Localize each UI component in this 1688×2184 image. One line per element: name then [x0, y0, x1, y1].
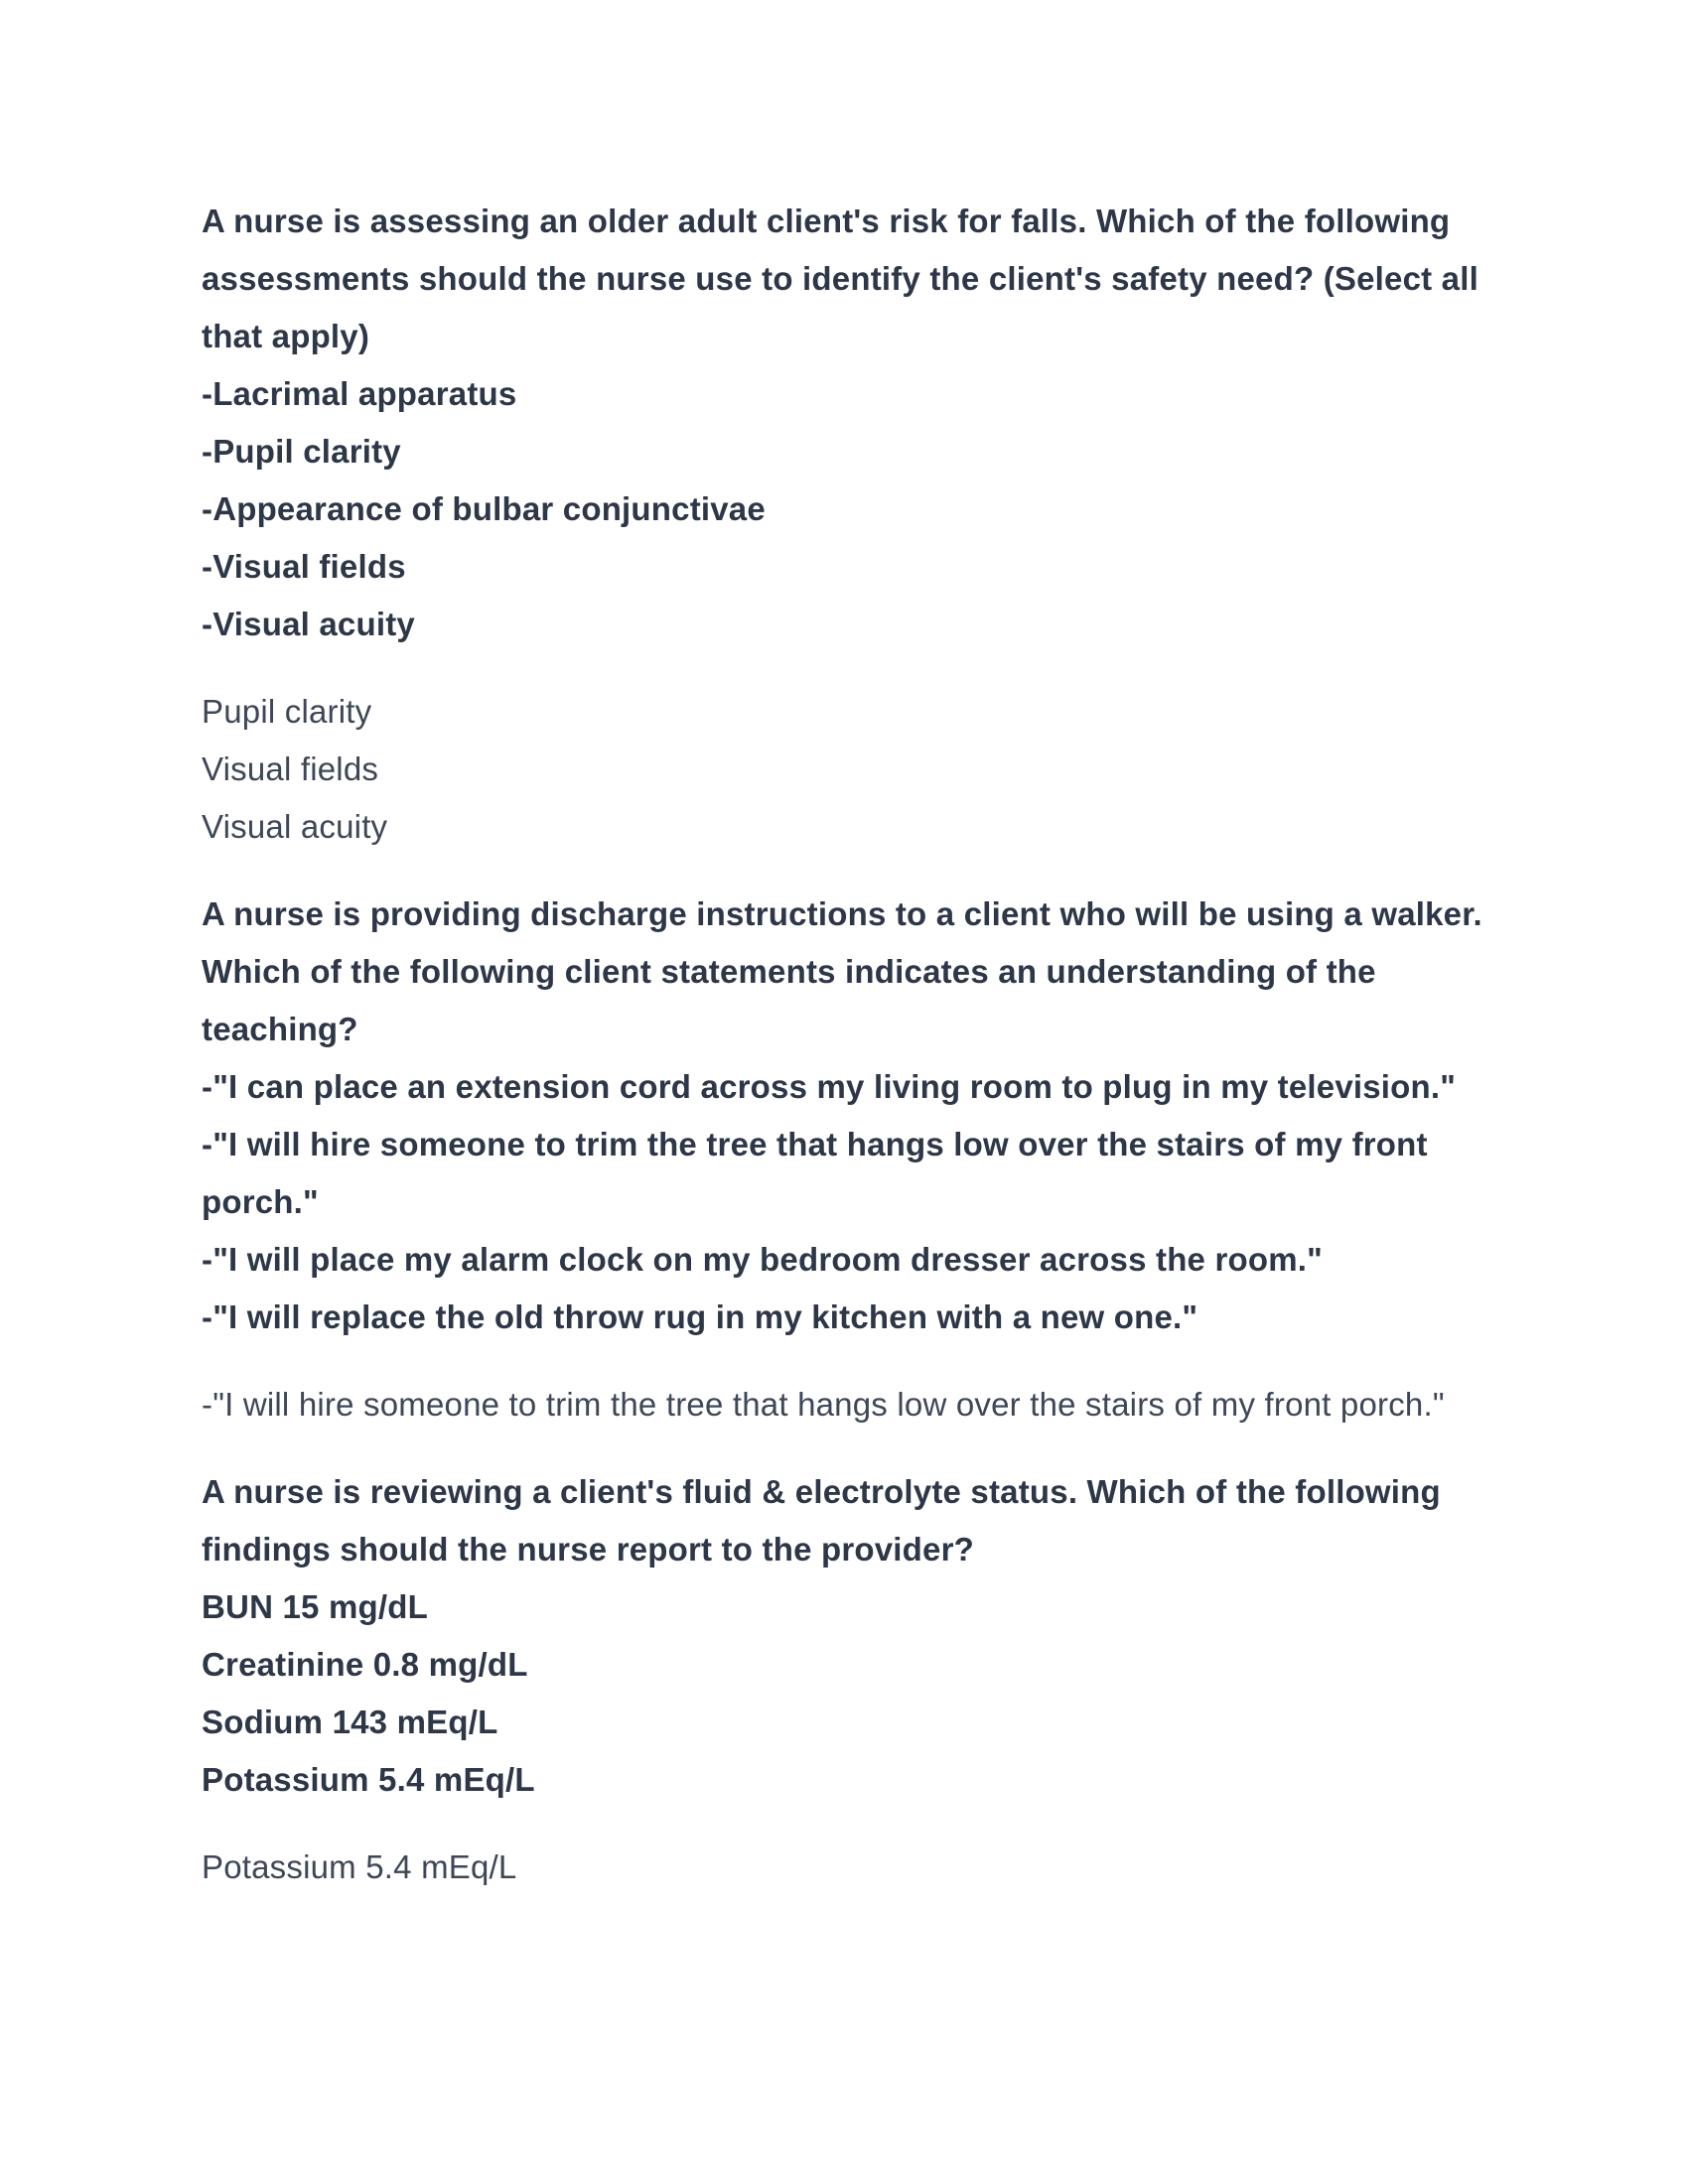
question-text: A nurse is reviewing a client's fluid & electrolyte status. Which of the following findings should the nurse report to the provider?	[202, 1473, 1441, 1568]
option-line: Potassium 5.4 mEq/L	[202, 1761, 535, 1798]
option-line: BUN 15 mg/dL	[202, 1588, 428, 1625]
option-line: -"I will place my alarm clock on my bedroom dresser across the room."	[202, 1241, 1323, 1278]
answer-line: -"I will hire someone to trim the tree that hangs low over the stairs of my front porch."	[202, 1386, 1445, 1423]
option-line: Creatinine 0.8 mg/dL	[202, 1646, 528, 1683]
question-text: A nurse is providing discharge instructions to a client who will be using a walker. Which of the following client statements indicates an understanding of the teaching?	[202, 895, 1482, 1047]
question-text: A nurse is assessing an older adult client's risk for falls. Which of the following assessments should the nurse use to identify the client's safety need? (Select all that apply)	[202, 203, 1478, 354]
answers-list	[202, 1839, 1495, 1896]
options-list	[202, 1058, 1495, 1346]
options-list	[202, 365, 1495, 653]
answers-list	[202, 1376, 1495, 1433]
question-block	[202, 193, 1495, 856]
option-line: -Pupil clarity	[202, 433, 401, 470]
option-line: Sodium 143 mEq/L	[202, 1704, 498, 1740]
option-line: -"I will replace the old throw rug in my kitchen with a new one."	[202, 1298, 1198, 1335]
answers-list	[202, 683, 1495, 856]
option-line: -"I will hire someone to trim the tree that hangs low over the stairs of my front porch."	[202, 1126, 1428, 1220]
option-line: -"I can place an extension cord across my living room to plug in my television."	[202, 1068, 1457, 1105]
option-line: -Lacrimal apparatus	[202, 375, 517, 412]
options-list	[202, 1578, 1495, 1809]
answer-line: Potassium 5.4 mEq/L	[202, 1848, 517, 1885]
option-line: -Appearance of bulbar conjunctivae	[202, 490, 766, 527]
question-block	[202, 886, 1495, 1433]
question-block	[202, 1463, 1495, 1896]
answer-line: Visual fields	[202, 751, 379, 787]
answer-line: Pupil clarity	[202, 693, 372, 730]
answer-line: Visual acuity	[202, 808, 388, 845]
option-line: -Visual acuity	[202, 606, 415, 642]
option-line: -Visual fields	[202, 548, 406, 585]
